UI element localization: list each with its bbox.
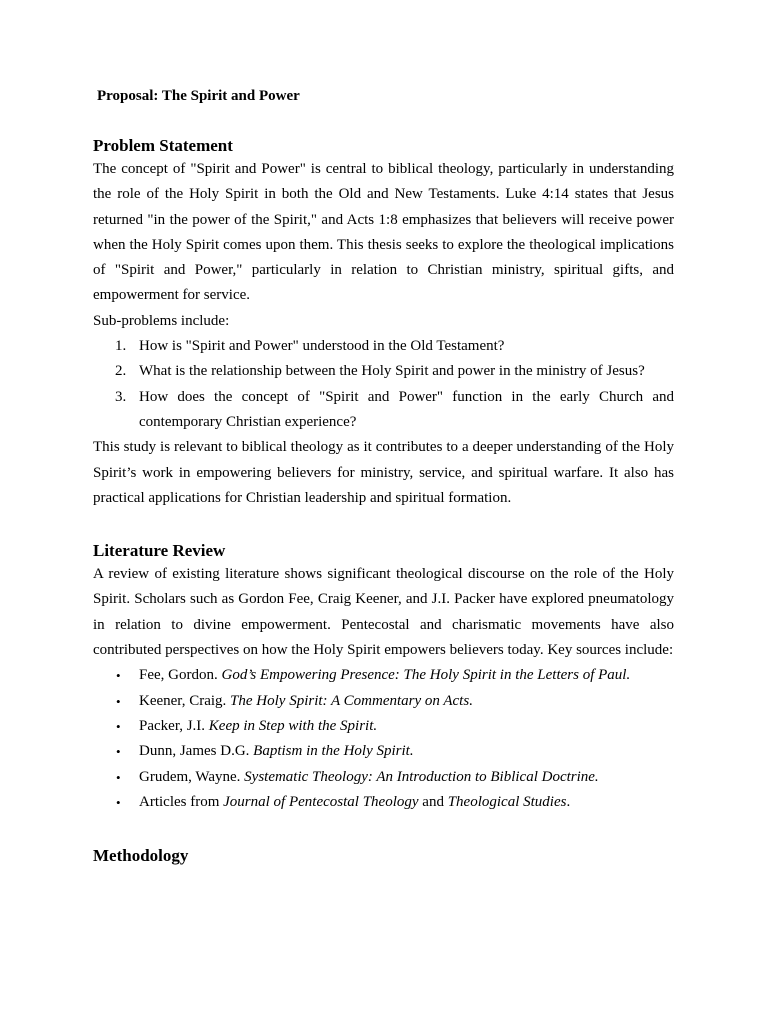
source-author: Keener, Craig. xyxy=(139,692,231,709)
source-work: God’s Empowering Presence: The Holy Spirit in the Letters of Paul. xyxy=(221,667,631,684)
list-item xyxy=(93,714,674,739)
list-item xyxy=(93,359,674,384)
list-item xyxy=(93,739,674,764)
articles-suffix: . xyxy=(566,793,571,810)
bullet-icon: • xyxy=(116,744,121,760)
articles-prefix: Articles from xyxy=(139,793,224,810)
source-author: Packer, J.I. xyxy=(139,717,209,734)
bullet-icon: • xyxy=(116,718,121,734)
list-number: 3. xyxy=(115,388,127,405)
literature-review-heading: Literature Review xyxy=(93,541,226,561)
list-number: 2. xyxy=(115,363,127,380)
source-work: The Holy Spirit: A Commentary on Acts. xyxy=(230,692,473,709)
list-item xyxy=(93,663,674,688)
list-item-text: How does the concept of "Spirit and Power" function in the early Church and contemporary Christian experience? xyxy=(139,388,674,430)
methodology-heading: Methodology xyxy=(93,846,189,866)
journal-title: Theological Studies xyxy=(447,793,567,810)
list-item xyxy=(93,689,674,714)
articles-and: and xyxy=(418,793,448,810)
source-author: Fee, Gordon. xyxy=(139,667,222,684)
sources-list xyxy=(93,663,674,815)
literature-review-intro: A review of existing literature shows significant theological discourse on the role of the Holy Spirit. Scholars such as Gordon Fee, Craig Keener, and J.I. Packer have explored pneumatology in relation to divine empowerment. Pentecostal and charismatic movements have also contributed perspectives on how the Holy Spirit empowers believers today. Key sources include: xyxy=(93,566,674,659)
journal-title: Journal of Pentecostal Theology xyxy=(223,793,419,810)
problem-statement-intro: The concept of "Spirit and Power" is central to biblical theology, particularly in understanding the role of the Holy Spirit in both the Old and New Testaments. Luke 4:14 states that Jesus returned "in the power of the Spirit," and Acts 1:8 emphasizes that believers will receive power when the Holy Spirit comes upon them. This thesis seeks to explore the theological implications of "Spirit and Power," particularly in relation to Christian ministry, spiritual gifts, and empowerment for service. xyxy=(93,161,674,304)
list-item xyxy=(93,790,674,815)
list-item xyxy=(93,765,674,790)
list-item-text: What is the relationship between the Holy Spirit and power in the ministry of Jesus? xyxy=(139,363,645,380)
bullet-icon: • xyxy=(116,794,121,810)
bullet-icon: • xyxy=(116,693,121,709)
relevance-paragraph: This study is relevant to biblical theology as it contributes to a deeper understanding of the Holy Spirit’s work in empowering believers for ministry, service, and spiritual warfare. It also has practical applications for Christian leadership and spiritual formation. xyxy=(93,439,674,506)
list-item xyxy=(93,385,674,436)
document-title: Proposal: The Spirit and Power xyxy=(97,88,300,104)
list-item-text: How is "Spirit and Power" understood in the Old Testament? xyxy=(139,338,505,355)
source-author: Dunn, James D.G. xyxy=(139,743,254,760)
document-page xyxy=(93,86,674,867)
bullet-icon: • xyxy=(116,769,121,785)
subproblems-label: Sub-problems include: xyxy=(93,312,230,329)
subproblems-list xyxy=(93,334,674,435)
source-author: Grudem, Wayne. xyxy=(139,768,245,785)
list-item xyxy=(93,334,674,359)
list-number: 1. xyxy=(115,338,127,355)
source-work: Baptism in the Holy Spirit. xyxy=(253,743,414,760)
problem-statement-heading: Problem Statement xyxy=(93,136,233,155)
bullet-icon: • xyxy=(116,668,121,684)
source-work: Systematic Theology: An Introduction to Biblical Doctrine. xyxy=(244,768,599,785)
source-work: Keep in Step with the Spirit. xyxy=(208,717,378,734)
